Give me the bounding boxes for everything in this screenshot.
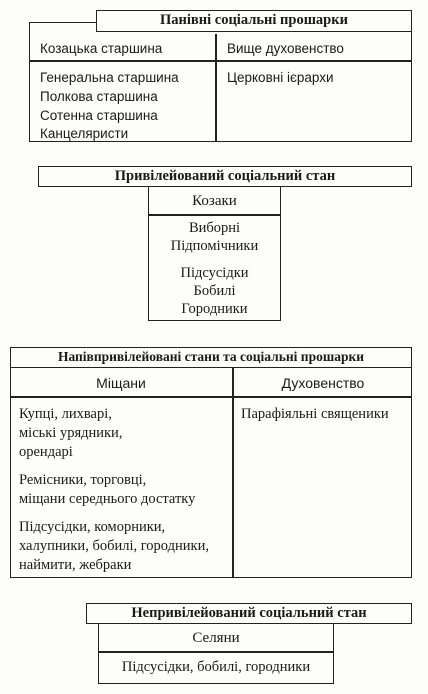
section-3-left-item: міщани середнього достатку (19, 491, 196, 507)
section-1-left-item: Канцеляристи (40, 126, 129, 141)
section-4-title: Непривілейований соціальний стан (86, 603, 412, 624)
section-1-left-header: Козацька старшина (40, 41, 163, 56)
section-3-title: Напівпривілейовані стани та соціальні прошарки (10, 347, 412, 368)
section-1-right-item: Церковні ієрархи (227, 70, 334, 85)
section-2-item: Бобилі (193, 283, 236, 299)
section-1-left-item: Генеральна старшина (40, 70, 179, 85)
section-3-left-item: Ремісники, торговці, (19, 472, 147, 488)
section-1-right-header: Вище духовенство (227, 41, 344, 56)
section-1-column-divider (215, 34, 217, 142)
section-3-left-header: Міщани (96, 375, 146, 391)
section-2-title: Привілейований соціальний стан (38, 166, 412, 187)
section-3-left-item: халупники, бобилі, городники, (19, 538, 209, 554)
section-3-left-item: орендарі (19, 444, 73, 460)
section-4-item: Підсусідки, бобилі, городники (121, 659, 311, 675)
section-4-header: Селяни (192, 630, 240, 646)
section-2-header-divider (148, 214, 281, 216)
section-3-left-item: наймити, жебраки (19, 557, 132, 573)
section-3-right-header: Духовенство (281, 375, 365, 391)
section-3-right-item: Парафіяльні священики (241, 406, 389, 422)
section-2-item: Городники (181, 301, 248, 317)
section-2-item: Підсусідки (180, 265, 249, 281)
section-1-left-item: Полкова старшина (40, 89, 158, 104)
section-3-left-item: Підсусідки, коморники, (19, 519, 166, 535)
section-3-column-divider (232, 367, 234, 578)
section-3-left-item: міські урядники, (19, 425, 123, 441)
section-1-left-item: Сотенна старшина (40, 108, 158, 123)
section-2-item: Виборні (188, 220, 241, 236)
section-1-header-divider (29, 60, 412, 62)
section-3-header-divider (10, 396, 412, 398)
section-2-item: Підпомічники (170, 238, 259, 254)
section-1-title: Панівні соціальні прошарки (96, 10, 412, 32)
section-4-header-divider (98, 651, 334, 653)
section-3-left-item: Купці, лихварі, (19, 406, 112, 422)
section-2-header: Козаки (192, 193, 237, 209)
